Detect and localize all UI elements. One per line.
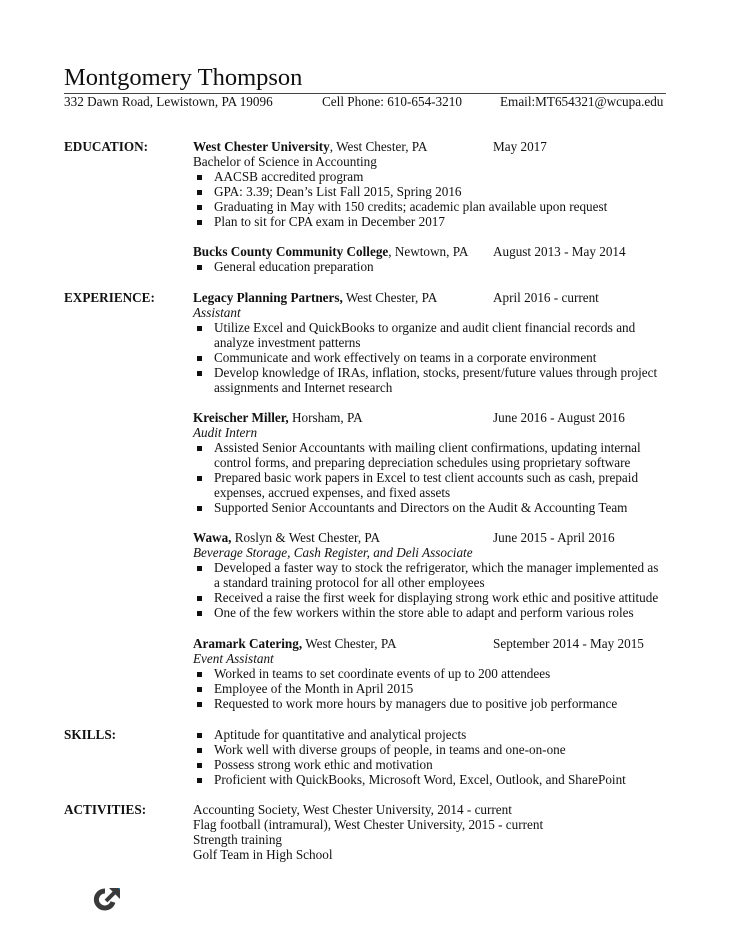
candidate-name: Montgomery Thompson xyxy=(64,64,303,91)
skill-item: Proficient with QuickBooks, Microsoft Word, Excel, Outlook, and SharePoint xyxy=(214,772,626,787)
job-bullet: Worked in teams to set coordinate events of up to 200 attendees xyxy=(214,666,551,681)
skill-item: Aptitude for quantitative and analytical projects xyxy=(214,727,467,742)
activity-item: Flag football (intramural), West Chester University, 2015 - current xyxy=(193,817,544,832)
job-line: Aramark Catering, West Chester, PA xyxy=(193,636,397,651)
bullet-icon xyxy=(197,672,202,677)
activity-item: Golf Team in High School xyxy=(193,847,333,862)
job-bullet-cont: control forms, and preparing depreciation schedules using proprietary software xyxy=(214,455,631,470)
job-bullet: Requested to work more hours by managers due to positive job performance xyxy=(214,696,618,711)
bullet-icon xyxy=(197,778,202,783)
bullet-icon xyxy=(197,205,202,210)
bullet-icon xyxy=(197,596,202,601)
phone: Cell Phone: 610-654-3210 xyxy=(322,94,462,109)
bullet-icon xyxy=(197,190,202,195)
activity-item: Strength training xyxy=(193,832,283,847)
job-date: September 2014 - May 2015 xyxy=(493,636,644,651)
job-bullet: Received a raise the first week for displaying strong work ethic and positive attitude xyxy=(214,590,659,605)
experience-heading: EXPERIENCE: xyxy=(64,290,155,305)
job-date: June 2015 - April 2016 xyxy=(493,530,615,545)
job-title: Audit Intern xyxy=(193,425,258,440)
skill-item: Work well with diverse groups of people, in teams and one-on-one xyxy=(214,742,566,757)
skill-item: Possess strong work ethic and motivation xyxy=(214,757,433,772)
share-arrow-icon[interactable] xyxy=(93,884,123,914)
job-bullet: Communicate and work effectively on teams in a corporate environment xyxy=(214,350,597,365)
bullet-icon xyxy=(197,506,202,511)
job-bullet: Employee of the Month in April 2015 xyxy=(214,681,414,696)
contact-line xyxy=(0,94,729,110)
job-title: Assistant xyxy=(193,305,241,320)
bullet-icon xyxy=(197,371,202,376)
job-bullet: Assisted Senior Accountants with mailing client confirmations, updating internal xyxy=(214,440,641,455)
job-bullet-cont: expenses, accrued expenses, and fixed assets xyxy=(214,485,451,500)
degree: Bachelor of Science in Accounting xyxy=(193,154,377,169)
address: 332 Dawn Road, Lewistown, PA 19096 xyxy=(64,94,273,109)
education-bullet: GPA: 3.39; Dean’s List Fall 2015, Spring 2016 xyxy=(214,184,462,199)
job-bullet: Prepared basic work papers in Excel to test client accounts such as cash, prepaid xyxy=(214,470,639,485)
education-bullet: Graduating in May with 150 credits; academic plan available upon request xyxy=(214,199,608,214)
bullet-icon xyxy=(197,763,202,768)
job-bullet-cont: a standard training protocol for all other employees xyxy=(214,575,485,590)
job-bullet: Develop knowledge of IRAs, inflation, stocks, present/future values through project xyxy=(214,365,658,380)
activity-item: Accounting Society, West Chester University, 2014 - current xyxy=(193,802,512,817)
education-bullet: AACSB accredited program xyxy=(214,169,364,184)
education-bullet: Plan to sit for CPA exam in December 2017 xyxy=(214,214,445,229)
school-line: Bucks County Community College, Newtown, PA xyxy=(193,244,469,259)
job-bullet: Supported Senior Accountants and Directors on the Audit & Accounting Team xyxy=(214,500,628,515)
job-date: June 2016 - August 2016 xyxy=(493,410,625,425)
bullet-icon xyxy=(197,687,202,692)
job-title: Beverage Storage, Cash Register, and Deli Associate xyxy=(193,545,473,560)
job-line: Wawa, Roslyn & West Chester, PA xyxy=(193,530,381,545)
bullet-icon xyxy=(197,356,202,361)
job-bullet: One of the few workers within the store able to adapt and perform various roles xyxy=(214,605,634,620)
education-date: August 2013 - May 2014 xyxy=(493,244,626,259)
job-bullet-cont: assignments and Internet research xyxy=(214,380,393,395)
bullet-icon xyxy=(197,326,202,331)
job-line: Legacy Planning Partners, West Chester, PA xyxy=(193,290,438,305)
bullet-icon xyxy=(197,476,202,481)
job-line: Kreischer Miller, Horsham, PA xyxy=(193,410,363,425)
bullet-icon xyxy=(197,566,202,571)
job-bullet-cont: analyze investment patterns xyxy=(214,335,361,350)
education-date: May 2017 xyxy=(493,139,547,154)
job-title: Event Assistant xyxy=(193,651,274,666)
job-date: April 2016 - current xyxy=(493,290,599,305)
skills-heading: SKILLS: xyxy=(64,727,117,742)
job-bullet: Utilize Excel and QuickBooks to organize and audit client financial records and xyxy=(214,320,636,335)
activities-heading: ACTIVITIES: xyxy=(64,802,147,817)
bullet-icon xyxy=(197,702,202,707)
bullet-icon xyxy=(197,748,202,753)
bullet-icon xyxy=(197,220,202,225)
education-bullet: General education preparation xyxy=(214,259,374,274)
bullet-icon xyxy=(197,446,202,451)
school-line: West Chester University, West Chester, PA xyxy=(193,139,428,154)
bullet-icon xyxy=(197,733,202,738)
bullet-icon xyxy=(197,175,202,180)
bullet-icon xyxy=(197,265,202,270)
bullet-icon xyxy=(197,611,202,616)
job-bullet: Developed a faster way to stock the refrigerator, which the manager implemented as xyxy=(214,560,659,575)
education-heading: EDUCATION: xyxy=(64,139,149,154)
email: Email:MT654321@wcupa.edu xyxy=(500,94,664,109)
